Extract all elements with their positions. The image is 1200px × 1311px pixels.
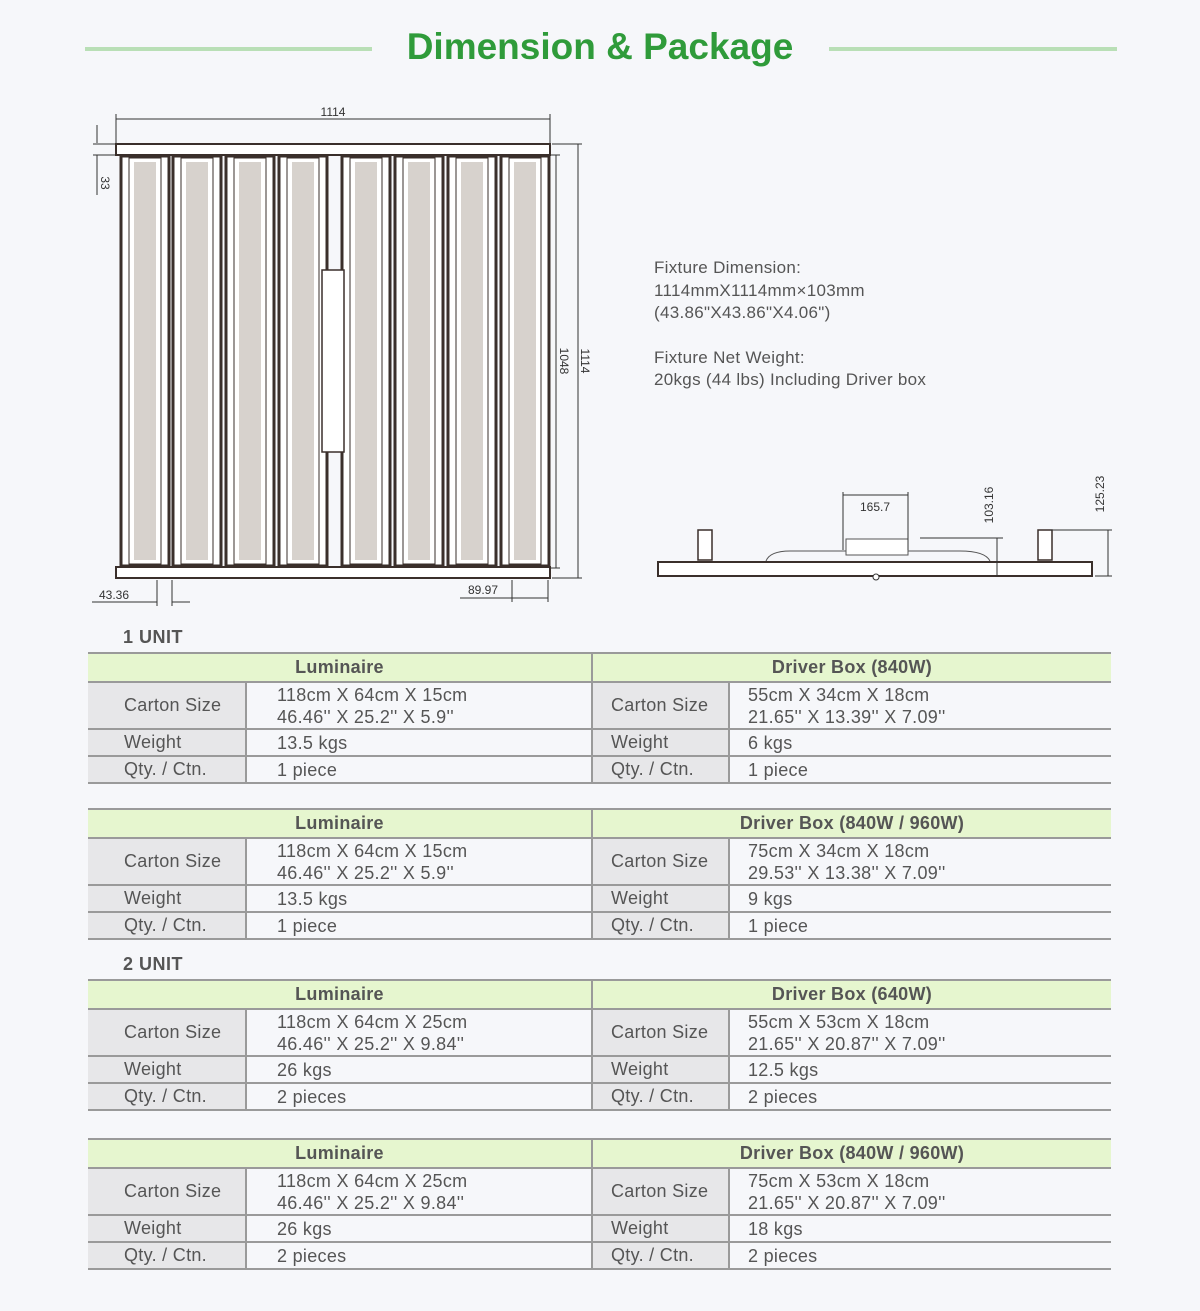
luminaire-header: Luminaire [88,653,592,682]
weight-label: Weight [88,1056,246,1083]
fixture-weight-label: Fixture Net Weight: [654,347,805,367]
carton-size-label: Carton Size [88,682,246,729]
weight-label: Weight [88,729,246,756]
table-row [88,682,1111,729]
luminaire-weight: 13.5 kgs [246,729,592,756]
luminaire-qty: 1 piece [246,912,592,939]
dim-side-center: 165.7 [859,500,891,514]
table-row [88,756,1111,783]
driver-qty: 2 pieces [729,1242,1111,1269]
fixture-dimension-label: Fixture Dimension: [654,258,802,277]
table-row [88,838,1111,885]
led-grid [134,162,156,560]
table-header-row [88,980,1111,1009]
luminaire-carton-size: 118cm X 64cm X 25cm 46.46'' X 25.2'' X 9.84'' [246,1009,592,1056]
table-header-row [88,809,1111,838]
luminaire-header: Luminaire [88,980,592,1009]
table-row [88,1056,1111,1083]
page-title: Dimension & Package [406,26,794,67]
luminaire-qty: 2 pieces [246,1242,592,1269]
driver-weight: 6 kgs [729,729,1111,756]
qty-label: Qty. / Ctn. [88,756,246,783]
dim-bar-spacing: 89.97 [467,583,499,597]
driver-weight: 18 kgs [729,1215,1111,1242]
light-bars [121,156,549,566]
qty-label: Qty. / Ctn. [88,912,246,939]
qty-label: Qty. / Ctn. [592,756,729,783]
driver-carton-size: 75cm X 34cm X 18cm 29.53'' X 13.38'' X 7.09'' [729,838,1111,885]
fixture-dimension-mm: 1114mmX1114mm×103mm [654,280,865,300]
driver-box-header: Driver Box (840W / 960W) [592,809,1111,838]
dim-side-total-height: 125.23 [1093,475,1107,513]
weight-label: Weight [592,885,729,912]
driver-qty: 1 piece [729,756,1111,783]
section-1-unit: 1 UNIT [123,627,184,647]
qty-label: Qty. / Ctn. [88,1242,246,1269]
spec-table-3 [88,979,1111,1111]
driver-box-header: Driver Box (640W) [592,980,1111,1009]
table-row [88,1083,1111,1110]
table-row [88,912,1111,939]
table-row [88,729,1111,756]
section-2-unit: 2 UNIT [123,954,184,974]
dim-bar-height: 33 [98,176,112,190]
carton-size-label: Carton Size [88,1009,246,1056]
qty-label: Qty. / Ctn. [592,1242,729,1269]
luminaire-weight: 13.5 kgs [246,885,592,912]
center-connector [322,270,344,452]
carton-size-label: Carton Size [592,1168,729,1215]
weight-label: Weight [88,885,246,912]
luminaire-carton-size: 118cm X 64cm X 15cm 46.46'' X 25.2'' X 5.9'' [246,838,592,885]
driver-carton-size: 55cm X 34cm X 18cm 21.65'' X 13.39'' X 7.09'' [729,682,1111,729]
fixture-info [654,257,926,392]
luminaire-weight: 26 kgs [246,1056,592,1083]
weight-label: Weight [88,1215,246,1242]
driver-weight: 12.5 kgs [729,1056,1111,1083]
driver-box-header: Driver Box (840W) [592,653,1111,682]
table-row [88,1215,1111,1242]
dim-side-body-height: 103.16 [982,486,996,524]
dim-edge-offset: 43.36 [98,588,130,602]
weight-label: Weight [592,1056,729,1083]
led-grid [355,162,377,560]
led-grid [239,162,261,560]
luminaire-carton-size: 118cm X 64cm X 25cm 46.46'' X 25.2'' X 9.84'' [246,1168,592,1215]
dim-top-width: 1114 [320,105,346,119]
luminaire-qty: 2 pieces [246,1083,592,1110]
led-grid [461,162,483,560]
driver-carton-size: 75cm X 53cm X 18cm 21.65'' X 20.87'' X 7.09'' [729,1168,1111,1215]
dim-total-height: 1114 [578,348,592,374]
carton-size-label: Carton Size [592,682,729,729]
dim-inner-height: 1048 [557,347,571,375]
carton-size-label: Carton Size [88,1168,246,1215]
spec-table-4 [88,1138,1111,1270]
driver-qty: 2 pieces [729,1083,1111,1110]
luminaire-header: Luminaire [88,809,592,838]
led-grid [292,162,314,560]
driver-qty: 1 piece [729,912,1111,939]
carton-size-label: Carton Size [592,838,729,885]
qty-label: Qty. / Ctn. [592,1083,729,1110]
led-grid [186,162,208,560]
spec-table-1 [88,652,1111,784]
fixture-weight-value: 20kgs (44 lbs) Including Driver box [654,370,927,389]
table-row [88,885,1111,912]
table-header-row [88,1139,1111,1168]
table-header-row [88,653,1111,682]
spec-table-2 [88,808,1111,940]
driver-carton-size: 55cm X 53cm X 18cm 21.65'' X 20.87'' X 7.09'' [729,1009,1111,1056]
carton-size-label: Carton Size [88,838,246,885]
dimension-drawing [0,0,1200,620]
luminaire-carton-size: 118cm X 64cm X 15cm 46.46'' X 25.2'' X 5.9'' [246,682,592,729]
driver-weight: 9 kgs [729,885,1111,912]
weight-label: Weight [592,729,729,756]
led-grid [514,162,536,560]
qty-label: Qty. / Ctn. [592,912,729,939]
weight-label: Weight [592,1215,729,1242]
luminaire-qty: 1 piece [246,756,592,783]
luminaire-header: Luminaire [88,1139,592,1168]
table-row [88,1242,1111,1269]
led-grid [408,162,430,560]
fixture-dimension-in: (43.86"X43.86"X4.06") [654,303,831,322]
carton-size-label: Carton Size [592,1009,729,1056]
table-row [88,1168,1111,1215]
driver-box-header: Driver Box (840W / 960W) [592,1139,1111,1168]
qty-label: Qty. / Ctn. [88,1083,246,1110]
luminaire-weight: 26 kgs [246,1215,592,1242]
table-row [88,1009,1111,1056]
